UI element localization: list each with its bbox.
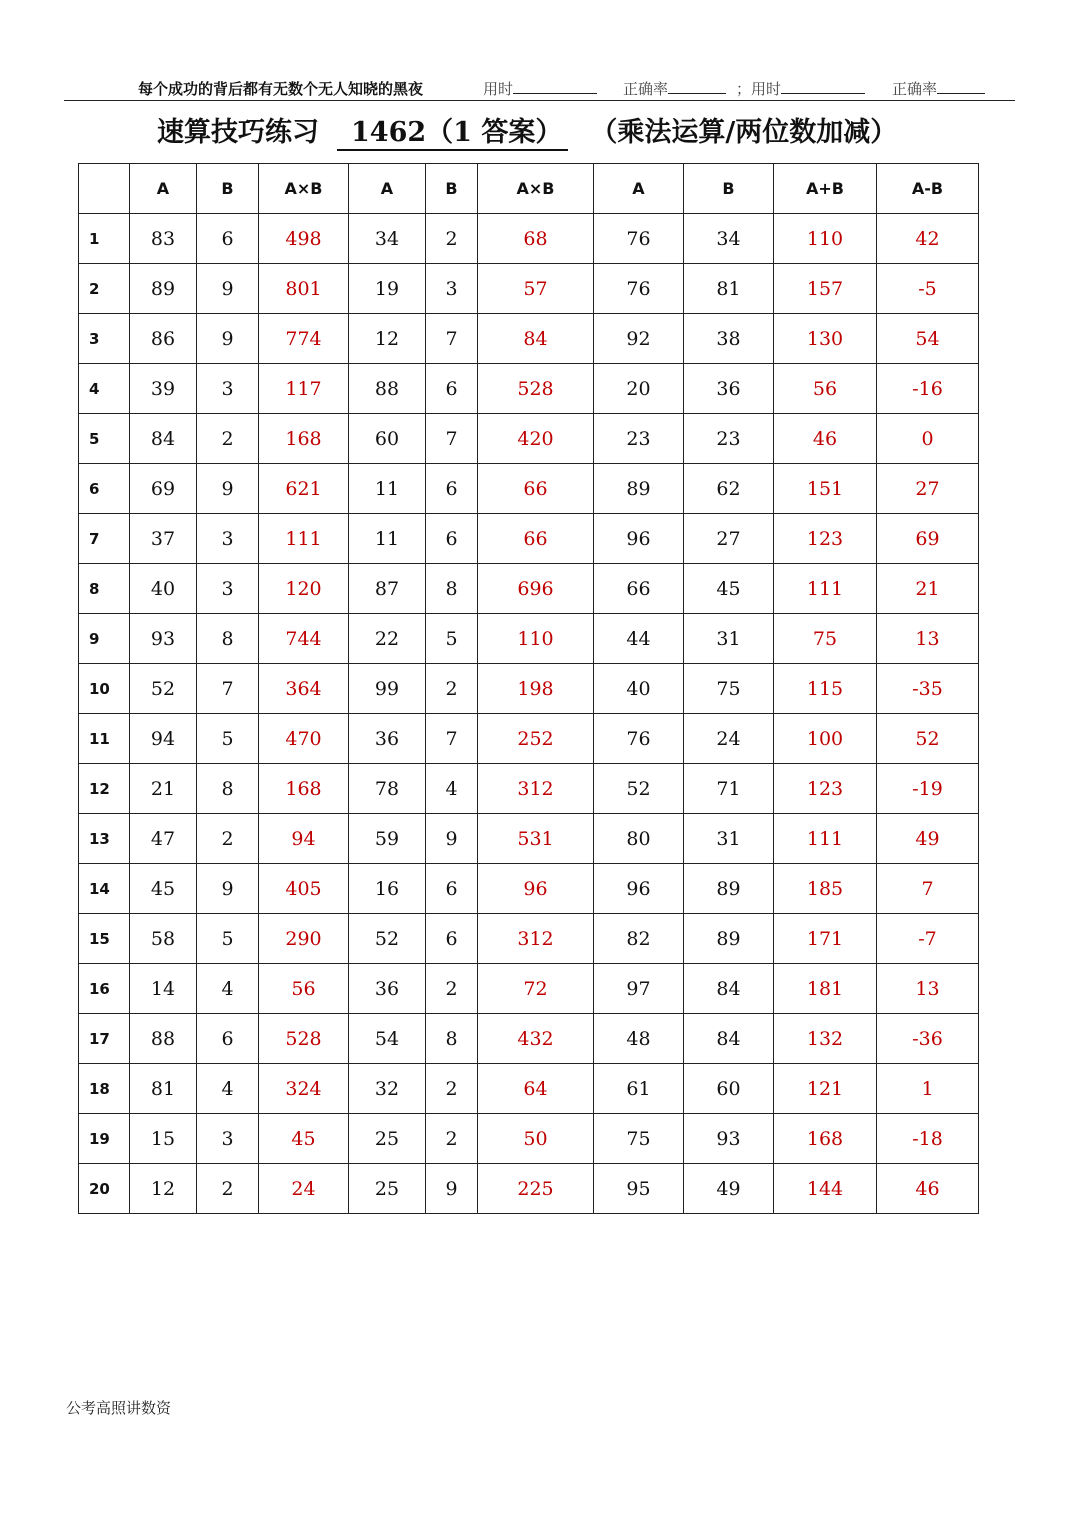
answer-cell: 117 xyxy=(259,364,349,414)
table-row xyxy=(79,1014,979,1064)
time-label-2: 用时 xyxy=(751,80,782,98)
answer-cell: 68 xyxy=(478,214,594,264)
answer-cell: -18 xyxy=(877,1114,979,1164)
operand-cell: 36 xyxy=(684,364,774,414)
operand-cell: 5 xyxy=(197,714,259,764)
header-cell: B xyxy=(684,164,774,214)
row-index: 18 xyxy=(79,1064,130,1114)
answer-cell: 144 xyxy=(774,1164,877,1214)
answer-cell: -19 xyxy=(877,764,979,814)
answer-cell: 111 xyxy=(774,814,877,864)
table-row xyxy=(79,264,979,314)
header-cell: A+B xyxy=(774,164,877,214)
row-index: 17 xyxy=(79,1014,130,1064)
table-row xyxy=(79,964,979,1014)
operand-cell: 36 xyxy=(349,714,426,764)
operand-cell: 8 xyxy=(426,1014,478,1064)
operand-cell: 7 xyxy=(426,314,478,364)
operand-cell: 89 xyxy=(130,264,197,314)
operand-cell: 83 xyxy=(130,214,197,264)
operand-cell: 96 xyxy=(594,514,684,564)
operand-cell: 7 xyxy=(426,714,478,764)
operand-cell: 52 xyxy=(130,664,197,714)
operand-cell: 22 xyxy=(349,614,426,664)
row-index: 13 xyxy=(79,814,130,864)
time-label-1: 用时 xyxy=(483,80,514,98)
operand-cell: 99 xyxy=(349,664,426,714)
title-subtitle: （乘法运算/两位数加减） xyxy=(590,117,898,148)
operand-cell: 6 xyxy=(426,914,478,964)
answer-cell: 96 xyxy=(478,864,594,914)
answer-cell: 168 xyxy=(259,414,349,464)
answer-cell: 7 xyxy=(877,864,979,914)
title-main: 速算技巧练习 xyxy=(157,117,319,148)
operand-cell: 9 xyxy=(426,1164,478,1214)
row-index: 20 xyxy=(79,1164,130,1214)
operand-cell: 97 xyxy=(594,964,684,1014)
answer-cell: 21 xyxy=(877,564,979,614)
operand-cell: 39 xyxy=(130,364,197,414)
operand-cell: 88 xyxy=(130,1014,197,1064)
answer-cell: 115 xyxy=(774,664,877,714)
operand-cell: 76 xyxy=(594,264,684,314)
operand-cell: 86 xyxy=(130,314,197,364)
answer-cell: 84 xyxy=(478,314,594,364)
answer-cell: 64 xyxy=(478,1064,594,1114)
answer-cell: 46 xyxy=(877,1164,979,1214)
operand-cell: 7 xyxy=(197,664,259,714)
table-row xyxy=(79,564,979,614)
operand-cell: 27 xyxy=(684,514,774,564)
answer-cell: -7 xyxy=(877,914,979,964)
answer-cell: 54 xyxy=(877,314,979,364)
operand-cell: 95 xyxy=(594,1164,684,1214)
answer-cell: 57 xyxy=(478,264,594,314)
answer-cell: 168 xyxy=(259,764,349,814)
operand-cell: 96 xyxy=(594,864,684,914)
header-divider xyxy=(64,100,1015,101)
operand-cell: 84 xyxy=(684,964,774,1014)
operand-cell: 7 xyxy=(426,414,478,464)
answer-cell: 120 xyxy=(259,564,349,614)
operand-cell: 93 xyxy=(684,1114,774,1164)
row-index: 1 xyxy=(79,214,130,264)
answer-cell: 49 xyxy=(877,814,979,864)
answer-cell: 744 xyxy=(259,614,349,664)
answer-cell: 405 xyxy=(259,864,349,914)
header-cell: A-B xyxy=(877,164,979,214)
table-header-row xyxy=(79,164,979,214)
operand-cell: 9 xyxy=(197,464,259,514)
answer-cell: 364 xyxy=(259,664,349,714)
operand-cell: 31 xyxy=(684,814,774,864)
answer-cell: 132 xyxy=(774,1014,877,1064)
answer-cell: 528 xyxy=(478,364,594,414)
operand-cell: 44 xyxy=(594,614,684,664)
operand-cell: 52 xyxy=(594,764,684,814)
operand-cell: 2 xyxy=(426,664,478,714)
operand-cell: 2 xyxy=(197,414,259,464)
time-field-2 xyxy=(736,78,865,99)
answer-cell: -16 xyxy=(877,364,979,414)
answer-cell: 621 xyxy=(259,464,349,514)
table-row xyxy=(79,314,979,364)
operand-cell: 24 xyxy=(684,714,774,764)
operand-cell: 84 xyxy=(130,414,197,464)
answer-cell: 420 xyxy=(478,414,594,464)
operand-cell: 31 xyxy=(684,614,774,664)
operand-cell: 6 xyxy=(426,364,478,414)
operand-cell: 62 xyxy=(684,464,774,514)
operand-cell: 47 xyxy=(130,814,197,864)
table-row xyxy=(79,814,979,864)
answer-cell: 13 xyxy=(877,614,979,664)
table-row xyxy=(79,364,979,414)
table-row xyxy=(79,464,979,514)
table-row xyxy=(79,414,979,464)
table-row xyxy=(79,614,979,664)
operand-cell: 12 xyxy=(349,314,426,364)
operand-cell: 94 xyxy=(130,714,197,764)
answer-cell: 198 xyxy=(478,664,594,714)
header-cell xyxy=(79,164,130,214)
exercise-table xyxy=(78,163,979,1214)
operand-cell: 93 xyxy=(130,614,197,664)
table-row xyxy=(79,664,979,714)
operand-cell: 75 xyxy=(684,664,774,714)
answer-cell: 66 xyxy=(478,464,594,514)
operand-cell: 89 xyxy=(594,464,684,514)
operand-cell: 58 xyxy=(130,914,197,964)
answer-cell: -36 xyxy=(877,1014,979,1064)
operand-cell: 76 xyxy=(594,214,684,264)
table-row xyxy=(79,764,979,814)
answer-cell: 13 xyxy=(877,964,979,1014)
accuracy-label-1: 正确率 xyxy=(623,80,669,98)
operand-cell: 84 xyxy=(684,1014,774,1064)
operand-cell: 81 xyxy=(130,1064,197,1114)
row-index: 2 xyxy=(79,264,130,314)
operand-cell: 2 xyxy=(426,964,478,1014)
time-field-1 xyxy=(483,78,597,99)
header-cell: A xyxy=(349,164,426,214)
accuracy-field-2 xyxy=(892,78,985,99)
operand-cell: 19 xyxy=(349,264,426,314)
operand-cell: 6 xyxy=(197,214,259,264)
operand-cell: 9 xyxy=(426,814,478,864)
operand-cell: 4 xyxy=(426,764,478,814)
operand-cell: 81 xyxy=(684,264,774,314)
header-cell: A×B xyxy=(259,164,349,214)
answer-cell: 528 xyxy=(259,1014,349,1064)
answer-cell: 470 xyxy=(259,714,349,764)
row-index: 4 xyxy=(79,364,130,414)
operand-cell: 45 xyxy=(130,864,197,914)
table-row xyxy=(79,914,979,964)
row-index: 15 xyxy=(79,914,130,964)
operand-cell: 6 xyxy=(426,464,478,514)
operand-cell: 21 xyxy=(130,764,197,814)
operand-cell: 49 xyxy=(684,1164,774,1214)
answer-cell: 111 xyxy=(774,564,877,614)
operand-cell: 34 xyxy=(684,214,774,264)
answer-cell: 225 xyxy=(478,1164,594,1214)
operand-cell: 3 xyxy=(197,514,259,564)
operand-cell: 4 xyxy=(197,1064,259,1114)
table-row xyxy=(79,714,979,764)
operand-cell: 20 xyxy=(594,364,684,414)
operand-cell: 89 xyxy=(684,864,774,914)
row-index: 9 xyxy=(79,614,130,664)
answer-cell: 111 xyxy=(259,514,349,564)
operand-cell: 40 xyxy=(594,664,684,714)
answer-cell: 123 xyxy=(774,764,877,814)
row-index: 6 xyxy=(79,464,130,514)
table-row xyxy=(79,1064,979,1114)
accuracy-field-1 xyxy=(623,78,726,99)
answer-cell: 498 xyxy=(259,214,349,264)
table-row xyxy=(79,1114,979,1164)
answer-cell: 1 xyxy=(877,1064,979,1114)
header-cell: A×B xyxy=(478,164,594,214)
operand-cell: 9 xyxy=(197,264,259,314)
operand-cell: 38 xyxy=(684,314,774,364)
answer-cell: 312 xyxy=(478,764,594,814)
answer-cell: 50 xyxy=(478,1114,594,1164)
header-cell: A xyxy=(130,164,197,214)
page-title xyxy=(157,110,897,151)
operand-cell: 6 xyxy=(426,514,478,564)
answer-cell: 185 xyxy=(774,864,877,914)
operand-cell: 23 xyxy=(684,414,774,464)
operand-cell: 92 xyxy=(594,314,684,364)
answer-cell: 252 xyxy=(478,714,594,764)
operand-cell: 78 xyxy=(349,764,426,814)
answer-cell: 52 xyxy=(877,714,979,764)
answer-cell: 56 xyxy=(259,964,349,1014)
operand-cell: 3 xyxy=(197,1114,259,1164)
answer-cell: 531 xyxy=(478,814,594,864)
operand-cell: 59 xyxy=(349,814,426,864)
header-cell: B xyxy=(197,164,259,214)
row-index: 8 xyxy=(79,564,130,614)
row-index: 7 xyxy=(79,514,130,564)
operand-cell: 5 xyxy=(197,914,259,964)
operand-cell: 9 xyxy=(197,314,259,364)
operand-cell: 9 xyxy=(197,864,259,914)
operand-cell: 40 xyxy=(130,564,197,614)
answer-cell: 0 xyxy=(877,414,979,464)
operand-cell: 76 xyxy=(594,714,684,764)
table-body xyxy=(79,214,979,1214)
operand-cell: 23 xyxy=(594,414,684,464)
answer-cell: 774 xyxy=(259,314,349,364)
answer-cell: 42 xyxy=(877,214,979,264)
answer-cell: 696 xyxy=(478,564,594,614)
separator: ； xyxy=(736,80,752,98)
operand-cell: 54 xyxy=(349,1014,426,1064)
operand-cell: 37 xyxy=(130,514,197,564)
answer-cell: 801 xyxy=(259,264,349,314)
time-blank-2[interactable] xyxy=(781,79,865,94)
answer-cell: 75 xyxy=(774,614,877,664)
operand-cell: 87 xyxy=(349,564,426,614)
table-row xyxy=(79,214,979,264)
operand-cell: 45 xyxy=(684,564,774,614)
header-cell: B xyxy=(426,164,478,214)
operand-cell: 2 xyxy=(426,1064,478,1114)
answer-cell: 157 xyxy=(774,264,877,314)
answer-cell: 100 xyxy=(774,714,877,764)
answer-cell: 168 xyxy=(774,1114,877,1164)
time-blank-1[interactable] xyxy=(513,79,597,94)
operand-cell: 25 xyxy=(349,1114,426,1164)
answer-cell: 66 xyxy=(478,514,594,564)
answer-cell: 110 xyxy=(774,214,877,264)
operand-cell: 6 xyxy=(197,1014,259,1064)
operand-cell: 8 xyxy=(197,614,259,664)
answer-cell: 121 xyxy=(774,1064,877,1114)
operand-cell: 15 xyxy=(130,1114,197,1164)
answer-cell: 130 xyxy=(774,314,877,364)
row-index: 3 xyxy=(79,314,130,364)
answer-cell: 46 xyxy=(774,414,877,464)
answer-cell: 56 xyxy=(774,364,877,414)
answer-cell: 290 xyxy=(259,914,349,964)
operand-cell: 2 xyxy=(197,814,259,864)
operand-cell: 52 xyxy=(349,914,426,964)
answer-cell: -5 xyxy=(877,264,979,314)
answer-cell: 312 xyxy=(478,914,594,964)
operand-cell: 3 xyxy=(197,564,259,614)
operand-cell: 36 xyxy=(349,964,426,1014)
answer-cell: 45 xyxy=(259,1114,349,1164)
operand-cell: 75 xyxy=(594,1114,684,1164)
operand-cell: 32 xyxy=(349,1064,426,1114)
answer-cell: 171 xyxy=(774,914,877,964)
operand-cell: 48 xyxy=(594,1014,684,1064)
operand-cell: 60 xyxy=(684,1064,774,1114)
operand-cell: 4 xyxy=(197,964,259,1014)
answer-cell: 94 xyxy=(259,814,349,864)
answer-cell: 151 xyxy=(774,464,877,514)
answer-cell: 69 xyxy=(877,514,979,564)
operand-cell: 8 xyxy=(197,764,259,814)
accuracy-blank-2[interactable] xyxy=(937,79,985,94)
motto-text: 每个成功的背后都有无数个无人知晓的黑夜 xyxy=(138,80,424,98)
operand-cell: 2 xyxy=(426,214,478,264)
answer-cell: 72 xyxy=(478,964,594,1014)
row-index: 16 xyxy=(79,964,130,1014)
accuracy-label-2: 正确率 xyxy=(892,80,938,98)
answer-cell: 432 xyxy=(478,1014,594,1064)
operand-cell: 8 xyxy=(426,564,478,614)
operand-cell: 5 xyxy=(426,614,478,664)
operand-cell: 25 xyxy=(349,1164,426,1214)
operand-cell: 3 xyxy=(426,264,478,314)
operand-cell: 71 xyxy=(684,764,774,814)
operand-cell: 80 xyxy=(594,814,684,864)
answer-cell: 27 xyxy=(877,464,979,514)
answer-cell: 24 xyxy=(259,1164,349,1214)
table-row xyxy=(79,864,979,914)
row-index: 10 xyxy=(79,664,130,714)
operand-cell: 2 xyxy=(426,1114,478,1164)
row-index: 14 xyxy=(79,864,130,914)
operand-cell: 14 xyxy=(130,964,197,1014)
header-cell: A xyxy=(594,164,684,214)
operand-cell: 89 xyxy=(684,914,774,964)
row-index: 12 xyxy=(79,764,130,814)
answer-cell: 123 xyxy=(774,514,877,564)
answer-cell: 110 xyxy=(478,614,594,664)
answer-cell: 181 xyxy=(774,964,877,1014)
table-row xyxy=(79,514,979,564)
operand-cell: 16 xyxy=(349,864,426,914)
operand-cell: 34 xyxy=(349,214,426,264)
operand-cell: 88 xyxy=(349,364,426,414)
operand-cell: 3 xyxy=(197,364,259,414)
row-index: 19 xyxy=(79,1114,130,1164)
answer-cell: -35 xyxy=(877,664,979,714)
table-row xyxy=(79,1164,979,1214)
operand-cell: 61 xyxy=(594,1064,684,1114)
operand-cell: 11 xyxy=(349,464,426,514)
footer-text: 公考高照讲数资 xyxy=(66,1399,172,1417)
row-index: 5 xyxy=(79,414,130,464)
operand-cell: 11 xyxy=(349,514,426,564)
operand-cell: 69 xyxy=(130,464,197,514)
title-number: 1462（1 答案） xyxy=(337,110,568,151)
accuracy-blank-1[interactable] xyxy=(668,79,726,94)
operand-cell: 60 xyxy=(349,414,426,464)
operand-cell: 12 xyxy=(130,1164,197,1214)
operand-cell: 2 xyxy=(197,1164,259,1214)
answer-cell: 324 xyxy=(259,1064,349,1114)
operand-cell: 66 xyxy=(594,564,684,614)
operand-cell: 82 xyxy=(594,914,684,964)
row-index: 11 xyxy=(79,714,130,764)
operand-cell: 6 xyxy=(426,864,478,914)
